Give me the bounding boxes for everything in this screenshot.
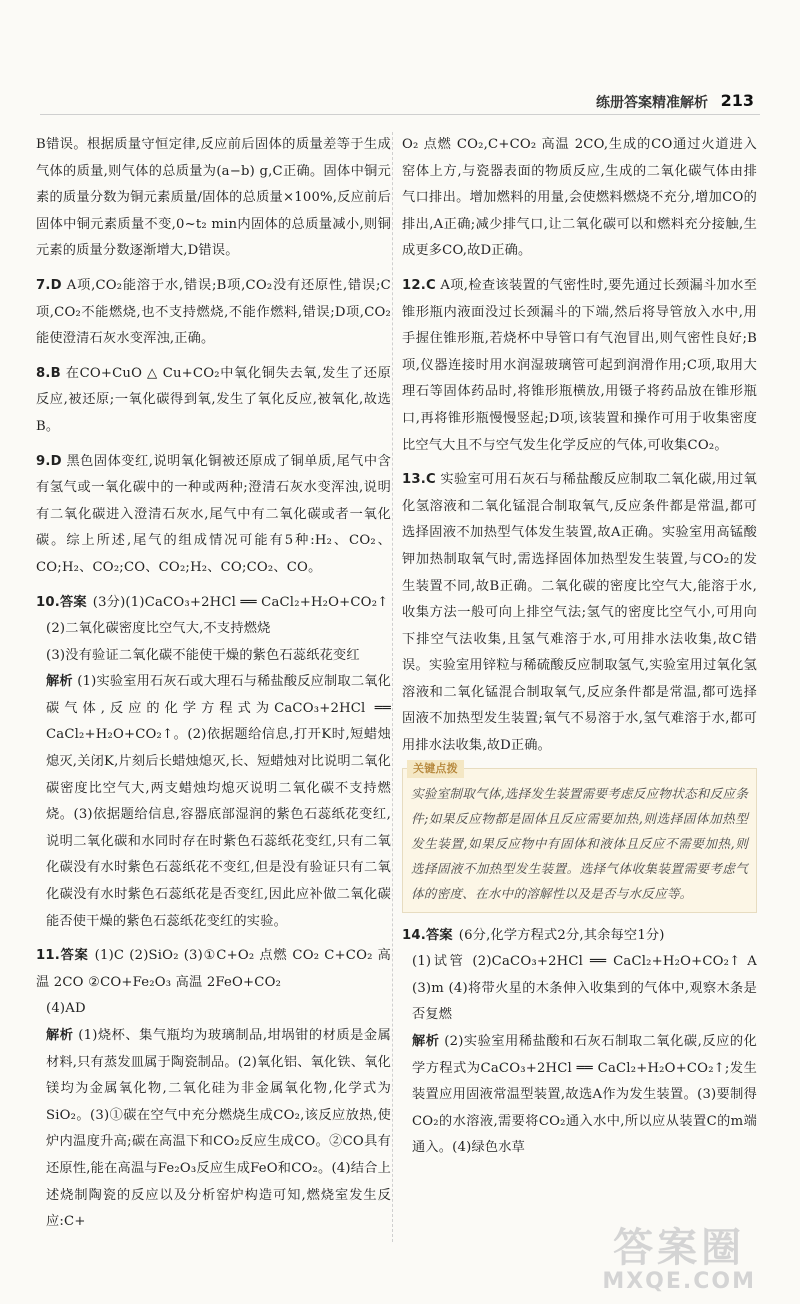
answer-text: (4)AD: [46, 1001, 86, 1017]
question-number: 9.D: [36, 453, 62, 469]
key-point-tag: 关键点拨: [407, 760, 464, 778]
watermark-logo: 答案圈: [613, 1224, 746, 1271]
explanation-text: 实验室可用石灰石与稀盐酸反应制取二氧化碳,用过氧化氢溶液和二氧化锰混合制取氧气,反应条件都是常温,都可选择固液不加热型气体发生装置,故A正确。实验室用高锰酸钾加热制取氧气时,需选择固体加热型发生装置,与CO₂的发生装置不同,故B正确。二氧化碳的密度比空气大,能溶于水,收集方法一般可向上排空气法;氢气的密度比空气小,可用向下排空气法收集,且氢气难溶于水,可用排水法收集,故C错误。实验室用锌粒与稀硫酸反应制取氢气,实验室用过氧化氢溶液和二氧化锰混合制取氧气,反应条件都是常温,都可选择固液不加热型发生装置;氧气不易溶于水,氢气难溶于水,都可用排水法收集,故D正确。: [402, 472, 757, 754]
question-number: 12.C: [402, 277, 436, 293]
question-10: [36, 590, 391, 936]
explanation-text: 在CO+CuO △ Cu+CO₂中氧化铜失去氧,发生了还原反应,被还原;一氧化碳得到氧,发生了氧化反应,被氧化,故选B。: [36, 365, 391, 434]
continued-explanation: [402, 132, 757, 265]
key-point-text: 实验室制取气体,选择发生装置需要考虑反应物状态和反应条件;如果反应物都是固体且反应需要加热,则选择固体加热型发生装置,如果反应物中有固体和液体且反应不需要加热,则选择固液不加热型发生装置。选择气体收集装置需要考虑气体的密度、在水中的溶解性以及是否与水反应等。: [411, 785, 748, 901]
question-number: 10.: [36, 594, 60, 610]
question-12: [402, 273, 757, 459]
analysis-text: (2)实验室用稀盐酸和石灰石制取二氧化碳,反应的化学方程式为CaCO₃+2HCl ══ CaCl₂+H₂O+CO₂↑;发生装置应用固液常温型装置,故选A作为发生装置。(3)要制得CO₂的水溶液,需要将CO₂通入水中,所以应从装置C的m端通入。(4)绿色水草: [412, 1034, 757, 1156]
book-title: 练册答案精准解析: [596, 95, 708, 111]
question-number: 8.B: [36, 365, 61, 381]
answer-text: (6分,化学方程式2分,其余每空1分): [458, 927, 665, 943]
continued-explanation: [36, 132, 391, 265]
left-column: [36, 132, 391, 1244]
question-9: [36, 449, 391, 582]
explanation-text: A项,检查该装置的气密性时,要先通过长颈漏斗加水至锥形瓶内液面没过长颈漏斗的下端,然后将导管放入水中,用手握住锥形瓶,若烧杯中导管口有气泡冒出,则气密性良好;B项,仪器连接时用水润湿玻璃管可起到润滑作用;C项,取用大理石等固体药品时,将锥形瓶横放,用镊子将药品放在锥形瓶口,再将锥形瓶慢慢竖起;D项,该装置和操作可用于收集密度比空气大且不与空气发生化学反应的气体,可收集CO₂。: [402, 277, 757, 453]
analysis-label: 解析: [412, 1034, 440, 1050]
right-column: [402, 132, 757, 1170]
header-rule: [40, 114, 760, 115]
question-8: [36, 361, 391, 441]
question-7: [36, 273, 391, 353]
explanation-text: A项,CO₂能溶于水,错误;B项,CO₂没有还原性,错误;C项,CO₂不能燃烧,也不支持燃烧,不能作燃料,错误;D项,CO₂能使澄清石灰水变浑浊,正确。: [36, 277, 391, 347]
question-14: [402, 923, 757, 1162]
answer-text: (3分)(1)CaCO₃+2HCl ══ CaCl₂+H₂O+CO₂↑: [92, 594, 389, 610]
answer-text: (1)试管 (2)CaCO₃+2HCl ══ CaCl₂+H₂O+CO₂↑ A (3)m (4)将带火星的木条伸入收集到的气体中,观察木条是否复燃: [412, 954, 757, 1023]
page-number: 213: [720, 91, 754, 110]
watermark: [602, 1226, 756, 1294]
explanation-text: B错误。根据质量守恒定律,反应前后固体的质量差等于生成气体的质量,则气体的总质量为(a−b) g,C正确。固体中铜元素的质量分数为铜元素质量/固体的总质量×100%,反应前后固体中铜元素质量不变,0~t₂ min内固体的总质量减小,则铜元素的质量分数逐渐增大,D错误。: [36, 137, 391, 259]
analysis-text: (1)烧杯、集气瓶均为玻璃制品,坩埚钳的材质是金属材料,只有蒸发皿属于陶瓷制品。(2)氧化铝、氧化铁、氧化镁均为金属氧化物,二氧化硅为非金属氧化物,化学式为SiO₂。(3)①碳在空气中充分燃烧生成CO₂,该反应放热,使炉内温度升高;碳在高温下和CO₂反应生成CO。②CO具有还原性,能在高温与Fe₂O₃反应生成FeO和CO₂。(4)结合上述烧制陶瓷的反应以及分析窑炉构造可知,燃烧室发生反应:C+: [46, 1028, 391, 1230]
answer-text: (3)没有验证二氧化碳不能使干燥的紫色石蕊纸花变红: [46, 647, 360, 663]
watermark-domain: MXQE.COM: [602, 1268, 756, 1294]
analysis-label: 解析: [46, 1028, 74, 1043]
question-number: 7.D: [36, 277, 62, 293]
question-number: 13.C: [402, 472, 436, 488]
explanation-text: 黑色固体变红,说明氧化铜被还原成了铜单质,尾气中含有氢气或一氧化碳中的一种或两种;澄清石灰水变浑浊,说明有二氧化碳进入澄清石灰水,尾气中有二氧化碳或者一氧化碳。综上所述,尾气的组成情况可能有5种:H₂、CO₂、CO;H₂、CO₂;CO、CO₂;H₂、CO;CO₂、CO。: [36, 453, 391, 575]
answer-label: 答案: [425, 927, 453, 943]
answer-label: 答案: [59, 948, 89, 964]
analysis-text: (1)实验室用石灰石或大理石与稀盐酸反应制取二氧化碳气体,反应的化学方程式为CaCO₃+2HCl ══ CaCl₂+H₂O+CO₂↑。(2)依据题给信息,打开K时,短蜡烛熄灭,关闭K,片刻后长蜡烛熄灭,长、短蜡烛对比说明二氧化碳密度比空气大,两支蜡烛均熄灭说明二氧化碳不支持燃烧。(3)依据题给信息,容器底部湿润的紫色石蕊纸花变红,说明二氧化碳和水同时存在时紫色石蕊纸花变红,只有二氧化碳没有水时紫色石蕊纸花不变红,但是没有验证只有二氧化碳没有水时紫色石蕊纸花是否变红,因此应补做二氧化碳能否使干燥的紫色石蕊纸花变红的实验。: [46, 674, 391, 929]
analysis-label: 解析: [46, 674, 73, 690]
answer-text: (2)二氧化碳密度比空气大,不支持燃烧: [46, 621, 271, 637]
answer-label: 答案: [59, 594, 87, 610]
question-number: 14.: [402, 927, 426, 943]
question-11: [36, 943, 391, 1236]
page-header: [0, 92, 800, 122]
key-point-box: [402, 761, 757, 913]
answer-text: (1)C (2)SiO₂ (3)①C+O₂ 点燃 CO₂ C+CO₂ 高温 2CO ②CO+Fe₂O₃ 高温 2FeO+CO₂: [36, 948, 391, 990]
explanation-text: O₂ 点燃 CO₂,C+CO₂ 高温 2CO,生成的CO通过火道进入窑体上方,与瓷器表面的物质反应,生成的二氧化碳气体由排气口排出。增加燃料的用量,会使燃料燃烧不充分,增加CO的排出,A正确;减少排气口,让二氧化碳可以和燃料充分接触,生成更多CO,故D正确。: [402, 137, 757, 259]
column-divider: [392, 132, 393, 1242]
question-number: 11.: [36, 948, 60, 964]
question-13: [402, 467, 757, 760]
